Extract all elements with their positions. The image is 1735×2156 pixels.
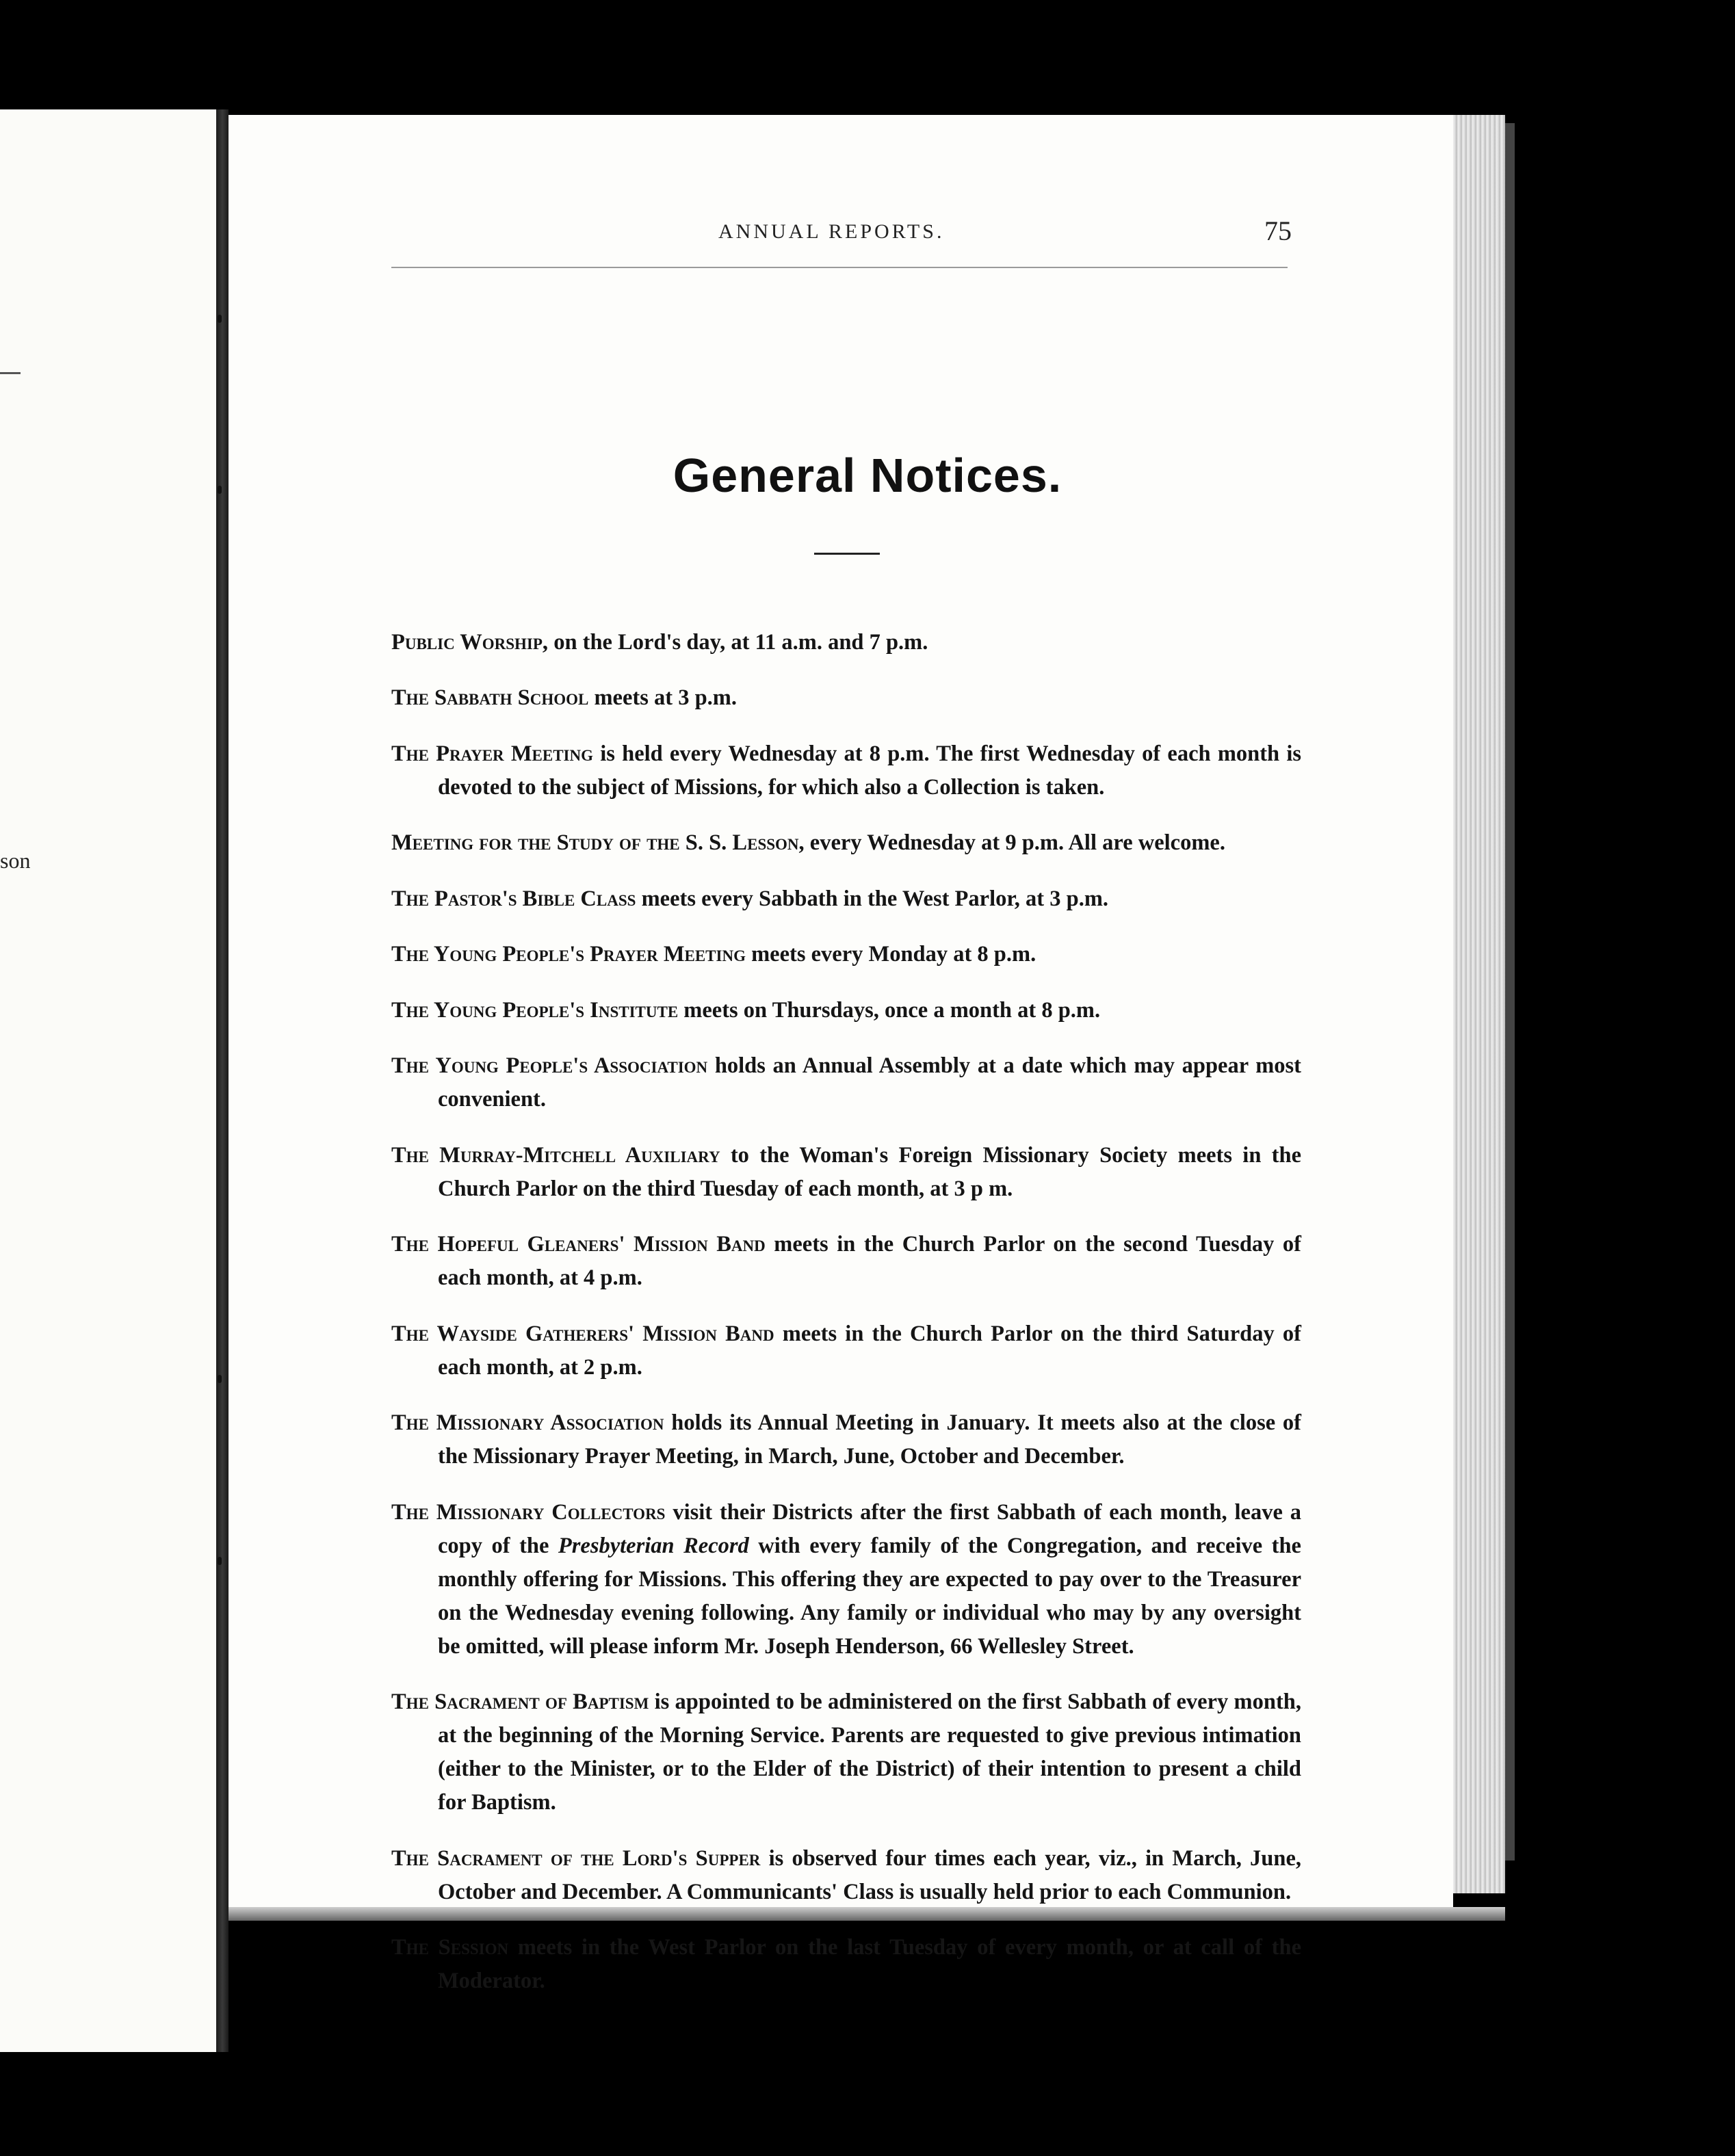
notice-item [391, 1685, 1301, 1819]
notice-lead: Meeting for the Study of the S. S. Lesson, [391, 830, 805, 855]
page-number: 75 [1264, 215, 1292, 246]
notice-lead: The Prayer Meeting [391, 741, 594, 766]
page-title: General Notices. [673, 449, 1062, 502]
notice-text: meets in the Church Parlor on the third Saturday of each month, at 2 p.m. [438, 1321, 1301, 1380]
notice-item [391, 1931, 1301, 1998]
notice-item [391, 1049, 1301, 1116]
notice-text: holds its Annual Meeting in January. It meets also at the close of the Missionary Prayer Meeting, in March, June, October and December. [438, 1410, 1301, 1469]
notice-text: on the Lord's day, at 11 a.m. and 7 p.m. [548, 629, 928, 655]
notice-item [391, 1228, 1301, 1295]
notice-text: meets in the West Parlor on the last Tuesday of every month, or at call of the Moderator. [438, 1935, 1301, 1993]
notice-text: meets every Sabbath in the West Parlor, at 3 p.m. [636, 886, 1109, 911]
notice-text: meets on Thursdays, once a month at 8 p.m. [678, 997, 1101, 1023]
notices-list [391, 603, 1301, 2002]
left-page-text-fragment: son [0, 848, 31, 873]
notice-lead: The Pastor's Bible Class [391, 886, 636, 911]
notice-item [391, 1317, 1301, 1384]
notice-text: holds an Annual Assembly at a date which may appear most convenient. [438, 1053, 1301, 1112]
notice-text: every Wednesday at 9 p.m. All are welcome. [804, 830, 1225, 855]
book-gutter [216, 109, 229, 2052]
notice-item [391, 938, 1301, 971]
notice-italic-title: Presbyterian Record [558, 1533, 749, 1558]
notice-text: to the Woman's Foreign Missionary Society meets in the Church Parlor on the third Tuesday of each month, at 3 p m. [438, 1142, 1302, 1201]
notice-item [391, 1496, 1301, 1664]
binding-mark [218, 1557, 222, 1565]
notice-lead: The Young People's Institute [391, 997, 679, 1023]
notice-text: visit their Districts after the first Sabbath of each month, leave a copy of the [438, 1499, 1301, 1558]
notice-text: meets at 3 p.m. [588, 685, 737, 710]
running-head: ANNUAL REPORTS. [718, 220, 945, 243]
notice-text: is observed four times each year, viz., in March, June, October and December. A Communicants' Class is usually held prior to each Communion. [438, 1845, 1301, 1904]
left-facing-page [0, 109, 216, 2052]
page-edge-stack [1453, 115, 1505, 1893]
left-page-rule [0, 372, 21, 374]
notice-item [391, 737, 1301, 804]
notice-item [391, 826, 1301, 860]
notice-item [391, 994, 1301, 1027]
notice-item [391, 1406, 1301, 1473]
binding-mark [218, 315, 222, 323]
notice-lead: The Sacrament of Baptism [391, 1690, 649, 1714]
notice-text: meets in the Church Parlor on the second Tuesday of each month, at 4 p.m. [438, 1232, 1302, 1290]
notice-lead: The Young People's Association [391, 1053, 708, 1078]
notice-text: is held every Wednesday at 8 p.m. The first Wednesday of each month is devoted to the subject of Missions, for which also a Collection is taken. [438, 741, 1302, 800]
notice-text: meets every Monday at 8 p.m. [745, 942, 1036, 967]
header-rule [391, 267, 1288, 268]
notice-item [391, 626, 1301, 659]
page-edge-shadow [1505, 123, 1515, 1861]
notice-lead: The Young People's Prayer Meeting [391, 942, 746, 967]
title-rule [814, 553, 880, 555]
notice-item [391, 1139, 1301, 1206]
notice-lead: The Wayside Gatherers' Mission Band [391, 1321, 774, 1346]
notice-lead: The Session [391, 1935, 509, 1960]
notice-item [391, 1842, 1301, 1909]
notice-lead: The Sabbath School [391, 685, 589, 710]
notice-item [391, 681, 1301, 715]
notice-lead: The Murray-Mitchell Auxiliary [391, 1142, 720, 1168]
notice-lead: The Hopeful Gleaners' Mission Band [391, 1232, 766, 1257]
notice-lead: The Missionary Association [391, 1410, 664, 1435]
binding-mark [218, 1375, 222, 1383]
notice-item [391, 882, 1301, 916]
notice-text: is appointed to be administered on the first Sabbath of every month, at the beginning of the Morning Service. Parents are requested to give previous intimation (either to the Minister, or to the Elder of the District) of their intention to present a child for Baptism. [438, 1690, 1301, 1815]
notice-lead: The Missionary Collectors [391, 1499, 666, 1525]
notice-lead: Public Worship, [391, 629, 549, 655]
notice-text: with every family of the Congregation, and receive the monthly offering for Missions. This offering they are expected to pay over to the Treasurer on the Wednesday evening following. Any family or individual who may by any oversight be omitted, will please inform Mr. Joseph Henderson, 66 Wellesley Street. [438, 1533, 1301, 1659]
notice-lead: The Sacrament of the Lord's Supper [391, 1845, 761, 1871]
